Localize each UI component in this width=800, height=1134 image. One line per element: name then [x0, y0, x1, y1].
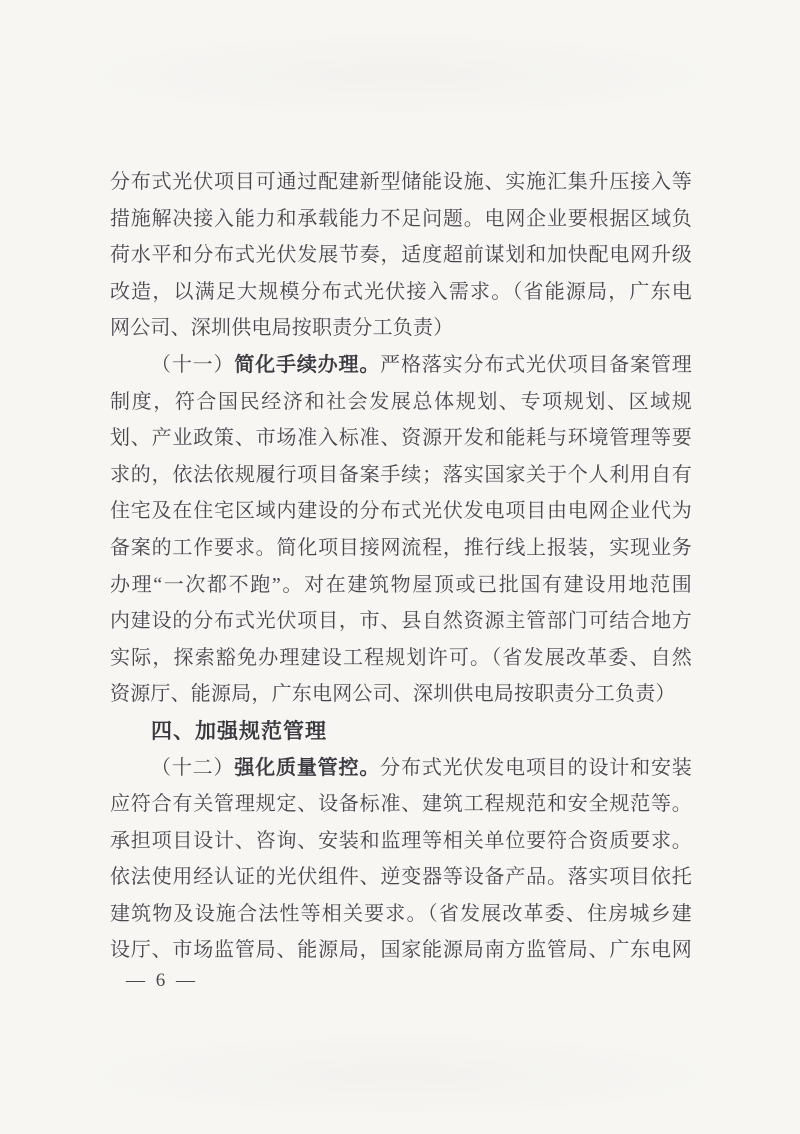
text-line: 实际，探索豁免办理建设工程规划许可。（省发展改革委、自然: [110, 646, 692, 669]
item-title: 强化质量管控。: [234, 756, 381, 779]
text-line: 荷水平和分布式光伏发展节奏，适度超前谋划和加快配电网升级: [110, 244, 692, 267]
text-line: [110, 750, 692, 787]
item-number: （十一）: [151, 353, 235, 376]
page-number: — 6 —: [126, 970, 198, 991]
text-line: 划、产业政策、市场准入标准、资源开发和能耗与环境管理等要: [110, 427, 692, 450]
text-line: 求的，依法依规履行项目备案手续；落实国家关于个人利用自有: [110, 463, 692, 486]
text-line: 应符合有关管理规定、设备标准、建筑工程规范和安全规范等。: [110, 793, 692, 816]
text-line: 依法使用经认证的光伏组件、逆变器等设备产品。落实项目依托: [110, 866, 692, 889]
text-line: 承担项目设计、咨询、安装和监理等相关单位要符合资质要求。: [110, 829, 692, 852]
document-text: [110, 164, 692, 969]
text-line: 办理“一次都不跑”。对在建筑物屋顶或已批国有建设用地范围: [110, 573, 692, 596]
line-text: 严格落实分布式光伏项目备案管理: [380, 353, 692, 376]
text-line: 制度，符合国民经济和社会发展总体规划、专项规划、区域规: [110, 390, 692, 413]
text-line: 住宅及在住宅区域内建设的分布式光伏发电项目由电网企业代为: [110, 500, 692, 523]
text-line: 措施解决接入能力和承载能力不足问题。电网企业要根据区域负: [110, 207, 692, 230]
text-line: 建筑物及设施合法性等相关要求。（省发展改革委、住房城乡建: [110, 902, 692, 925]
item-title: 简化手续办理。: [234, 353, 381, 376]
text-line: 分布式光伏项目可通过配建新型储能设施、实施汇集升压接入等: [110, 171, 692, 193]
scan-artifact: [60, 1030, 740, 1120]
text-line: 备案的工作要求。简化项目接网流程，推行线上报装，实现业务: [110, 536, 692, 559]
item-number: （十二）: [151, 756, 235, 779]
text-line: 资源厅、能源局，广东电网公司、深圳供电局按职责分工负责）: [110, 683, 676, 706]
text-line: 网公司、深圳供电局按职责分工负责）: [110, 317, 454, 340]
section-heading: 四、加强规范管理: [151, 718, 327, 743]
line-text: 分布式光伏发电项目的设计和安装: [380, 756, 692, 779]
text-line: 内建设的分布式光伏项目，市、县自然资源主管部门可结合地方: [110, 610, 692, 633]
text-line: 改造，以满足大规模分布式光伏接入需求。（省能源局，广东电: [110, 280, 692, 303]
text-line: 设厅、市场监管局、能源局，国家能源局南方监管局、广东电网: [110, 939, 692, 962]
scan-artifact: [60, 30, 740, 120]
text-line: [110, 347, 692, 384]
